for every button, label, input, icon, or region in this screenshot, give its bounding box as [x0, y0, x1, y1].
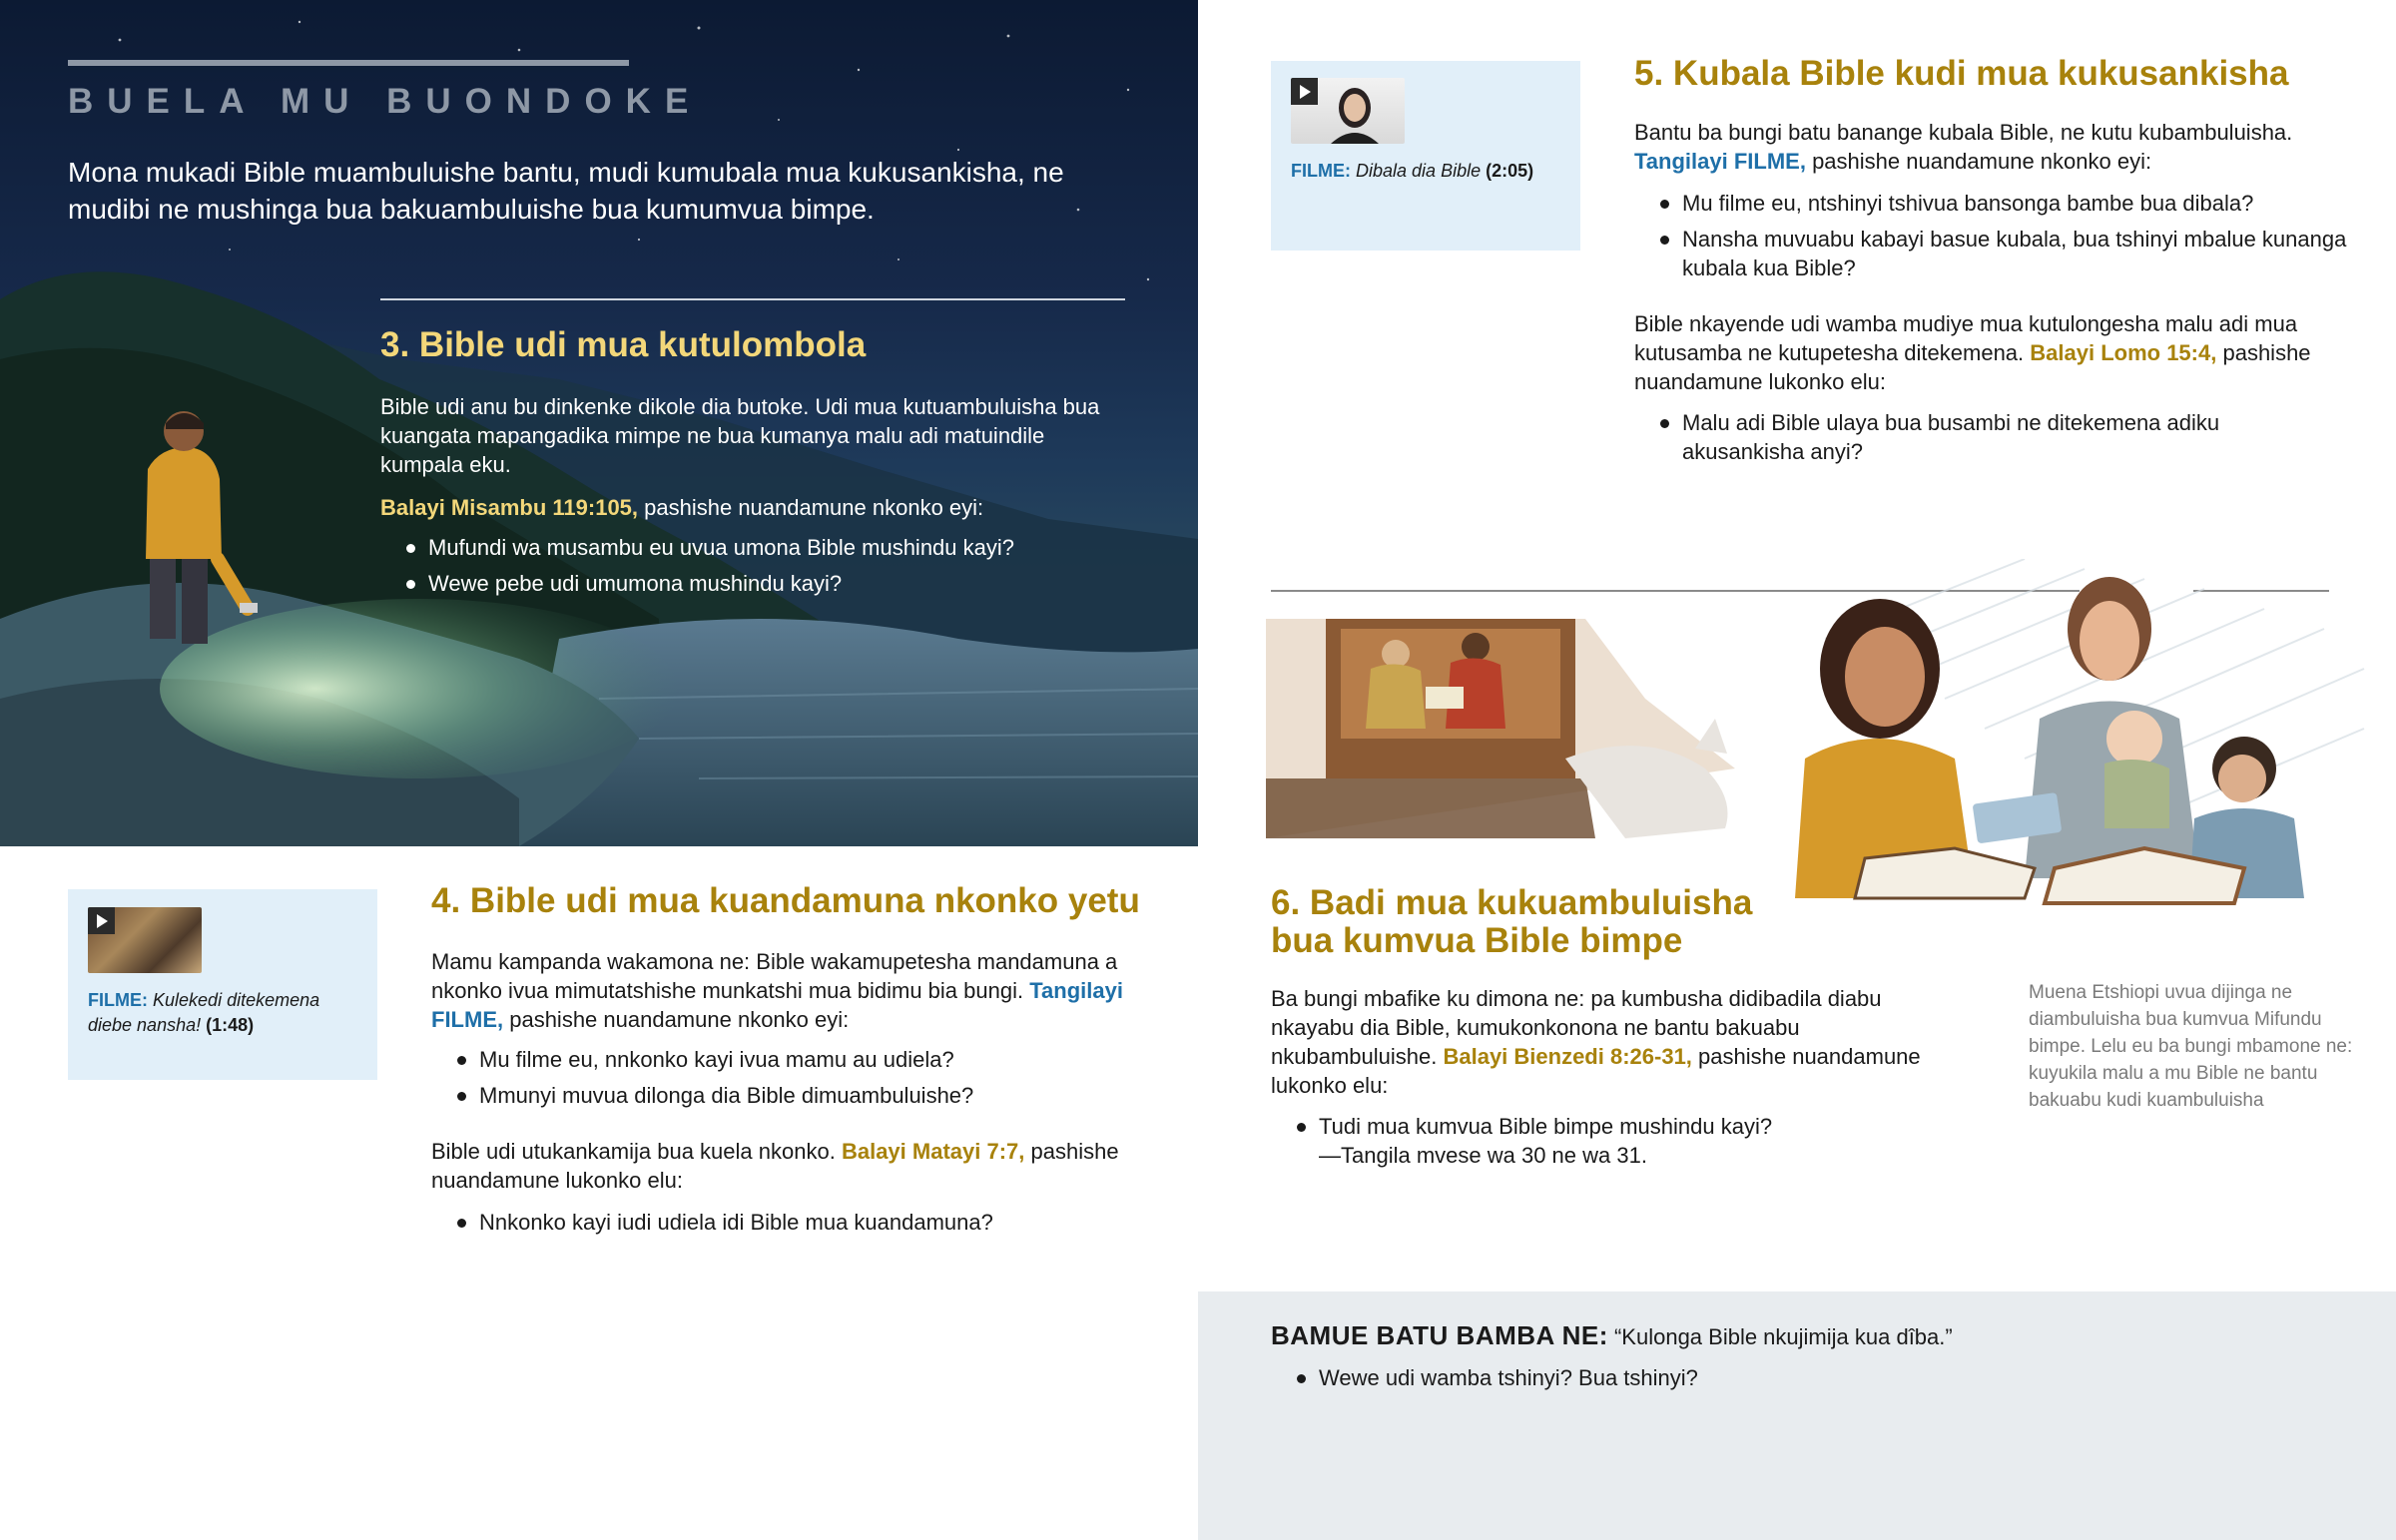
section3-questions — [404, 533, 1123, 605]
some-say-quote: BAMUE BATU BAMBA NE: “Kulonga Bible nkujimija kua dîba.” — [1271, 1320, 1953, 1350]
section3-reference-line: Balayi Misambu 119:105, pashishe nuandamune nkonko eyi: — [380, 495, 984, 520]
list-item: Tudi mua kumvua Bible bimpe mushindu kayi? —Tangila mvese wa 30 ne wa 31. — [1295, 1112, 1934, 1170]
section5-questions — [1658, 189, 2347, 289]
list-item: Nansha muvuabu kabayi basue kubala, bua tshinyi mbalue kunanga kubala kua Bible? — [1658, 225, 2347, 282]
play-icon[interactable] — [1291, 78, 1318, 105]
hero-intro-text: Mona mukadi Bible muambuluishe bantu, mudi kumubala mua kukusankisha, ne mudibi ne mushinga bua bakuambuluishe bua kumumvua bimpe. — [68, 157, 1064, 225]
list-item: Malu adi Bible ulaya bua busambi ne ditekemena adiku akusankisha anyi? — [1658, 408, 2317, 466]
scripture-ref-romans[interactable]: Balayi Lomo 15:4, — [2030, 340, 2217, 365]
list-item: Wewe udi wamba tshinyi? Bua tshinyi? — [1295, 1363, 1934, 1392]
section6-title: 6. Badi mua kukuambuluisha bua kumvua Bible bimpe — [1271, 883, 1753, 960]
hero-section — [0, 0, 1198, 846]
list-item: Mufundi wa musambu eu uvua umona Bible mushindu kayi? — [404, 533, 1123, 562]
list-item: Mu filme eu, nnkonko kayi ivua mamu au udiela? — [455, 1045, 1134, 1074]
section4-title: 4. Bible udi mua kuandamuna nkonko yetu — [431, 881, 1140, 920]
video-caption: FILME: Kulekedi ditekemena diebe nansha! (1:48) — [88, 990, 320, 1035]
video-caption: FILME: Dibala dia Bible (2:05) — [1291, 161, 1534, 181]
section4-questions — [455, 1045, 1134, 1117]
scripture-ref-matthew[interactable]: Balayi Matayi 7:7, — [841, 1139, 1025, 1164]
section3-title: 3. Bible udi mua kutulombola — [380, 325, 867, 364]
section5-questions2 — [1658, 408, 2317, 473]
section4-body2: Bible udi utukankamija bua kuela nkonko. Balayi Matayi 7:7, pashishe nuandamune lukonko elu: — [431, 1139, 1119, 1193]
section6-body: Ba bungi mbafike ku dimona ne: pa kumbusha didibadila diabu nkayabu dia Bible, kumukonkonona ne bantu bakuabu nkubambuluishe. Balayi Bienzedi 8:26-31, pashishe nuandamune lukonko elu: — [1271, 986, 1921, 1098]
section6-questions — [1295, 1112, 1934, 1177]
list-item: Mu filme eu, ntshinyi tshivua bansonga bambe bua dibala? — [1658, 189, 2347, 218]
list-item: Wewe pebe udi umumona mushindu kayi? — [404, 569, 1123, 598]
scripture-ref-psalms[interactable]: Balayi Misambu 119:105, — [380, 495, 639, 520]
section-label: BUELA MU BUONDOKE — [68, 82, 703, 121]
illustration-caption: Muena Etshiopi uvua dijinga ne diambuluisha bua kumvua Mifundu bimpe. Lelu eu ba bungi mbamone ne: kuyukila malu a mu Bible ne bantu bakuabu kudi kuambuluisha — [2029, 982, 2353, 1111]
section4-body: Mamu kampanda wakamona ne: Bible wakamupetesha mandamuna a nkonko ivua mimutatshishe munkatshi mua bidimu bia bungi. Tangilayi FILME, pashishe nuandamune nkonko eyi: — [431, 949, 1123, 1032]
flashlight-icon — [240, 603, 258, 613]
video-card-section4[interactable] — [68, 889, 377, 1080]
play-icon[interactable] — [88, 907, 115, 934]
list-item: Mmunyi muvua dilonga dia Bible dimuambuluishe? — [455, 1081, 1134, 1110]
section5-title: 5. Kubala Bible kudi mua kukusankisha — [1634, 54, 2289, 93]
watch-video-link[interactable]: Tangilayi FILME, — [431, 978, 1123, 1032]
video-thumbnail[interactable] — [1291, 78, 1405, 144]
section-top-bar — [68, 60, 629, 66]
section4-questions2 — [455, 1208, 1134, 1244]
scripture-ref-acts[interactable]: Balayi Bienzedi 8:26-31, — [1443, 1044, 1692, 1069]
watch-video-link[interactable]: Tangilayi FILME, — [1634, 149, 1806, 174]
list-item: Nnkonko kayi iudi udiela idi Bible mua kuandamuna? — [455, 1208, 1134, 1237]
video-thumbnail[interactable] — [88, 907, 202, 973]
video-card-section5[interactable] — [1271, 61, 1580, 251]
section5-body: Bantu ba bungi batu banange kubala Bible, ne kutu kubambuluisha. Tangilayi FILME, pashishe nuandamune nkonko eyi: — [1634, 120, 2293, 174]
section3-divider — [380, 298, 1125, 300]
section3-body: Bible udi anu bu dinkenke dikole dia butoke. Udi mua kutuambuluisha bua kuangata mapangadika mimpe ne bua kumanya malu adi matuindile kumpala eku. — [380, 394, 1100, 477]
section5-body2: Bible nkayende udi wamba mudiye mua kutulongesha malu adi mua kutusamba ne kutupetesha ditekemena. Balayi Lomo 15:4, pashishe nuandamune lukonko elu: — [1634, 311, 2311, 394]
some-say-questions — [1295, 1363, 1934, 1399]
